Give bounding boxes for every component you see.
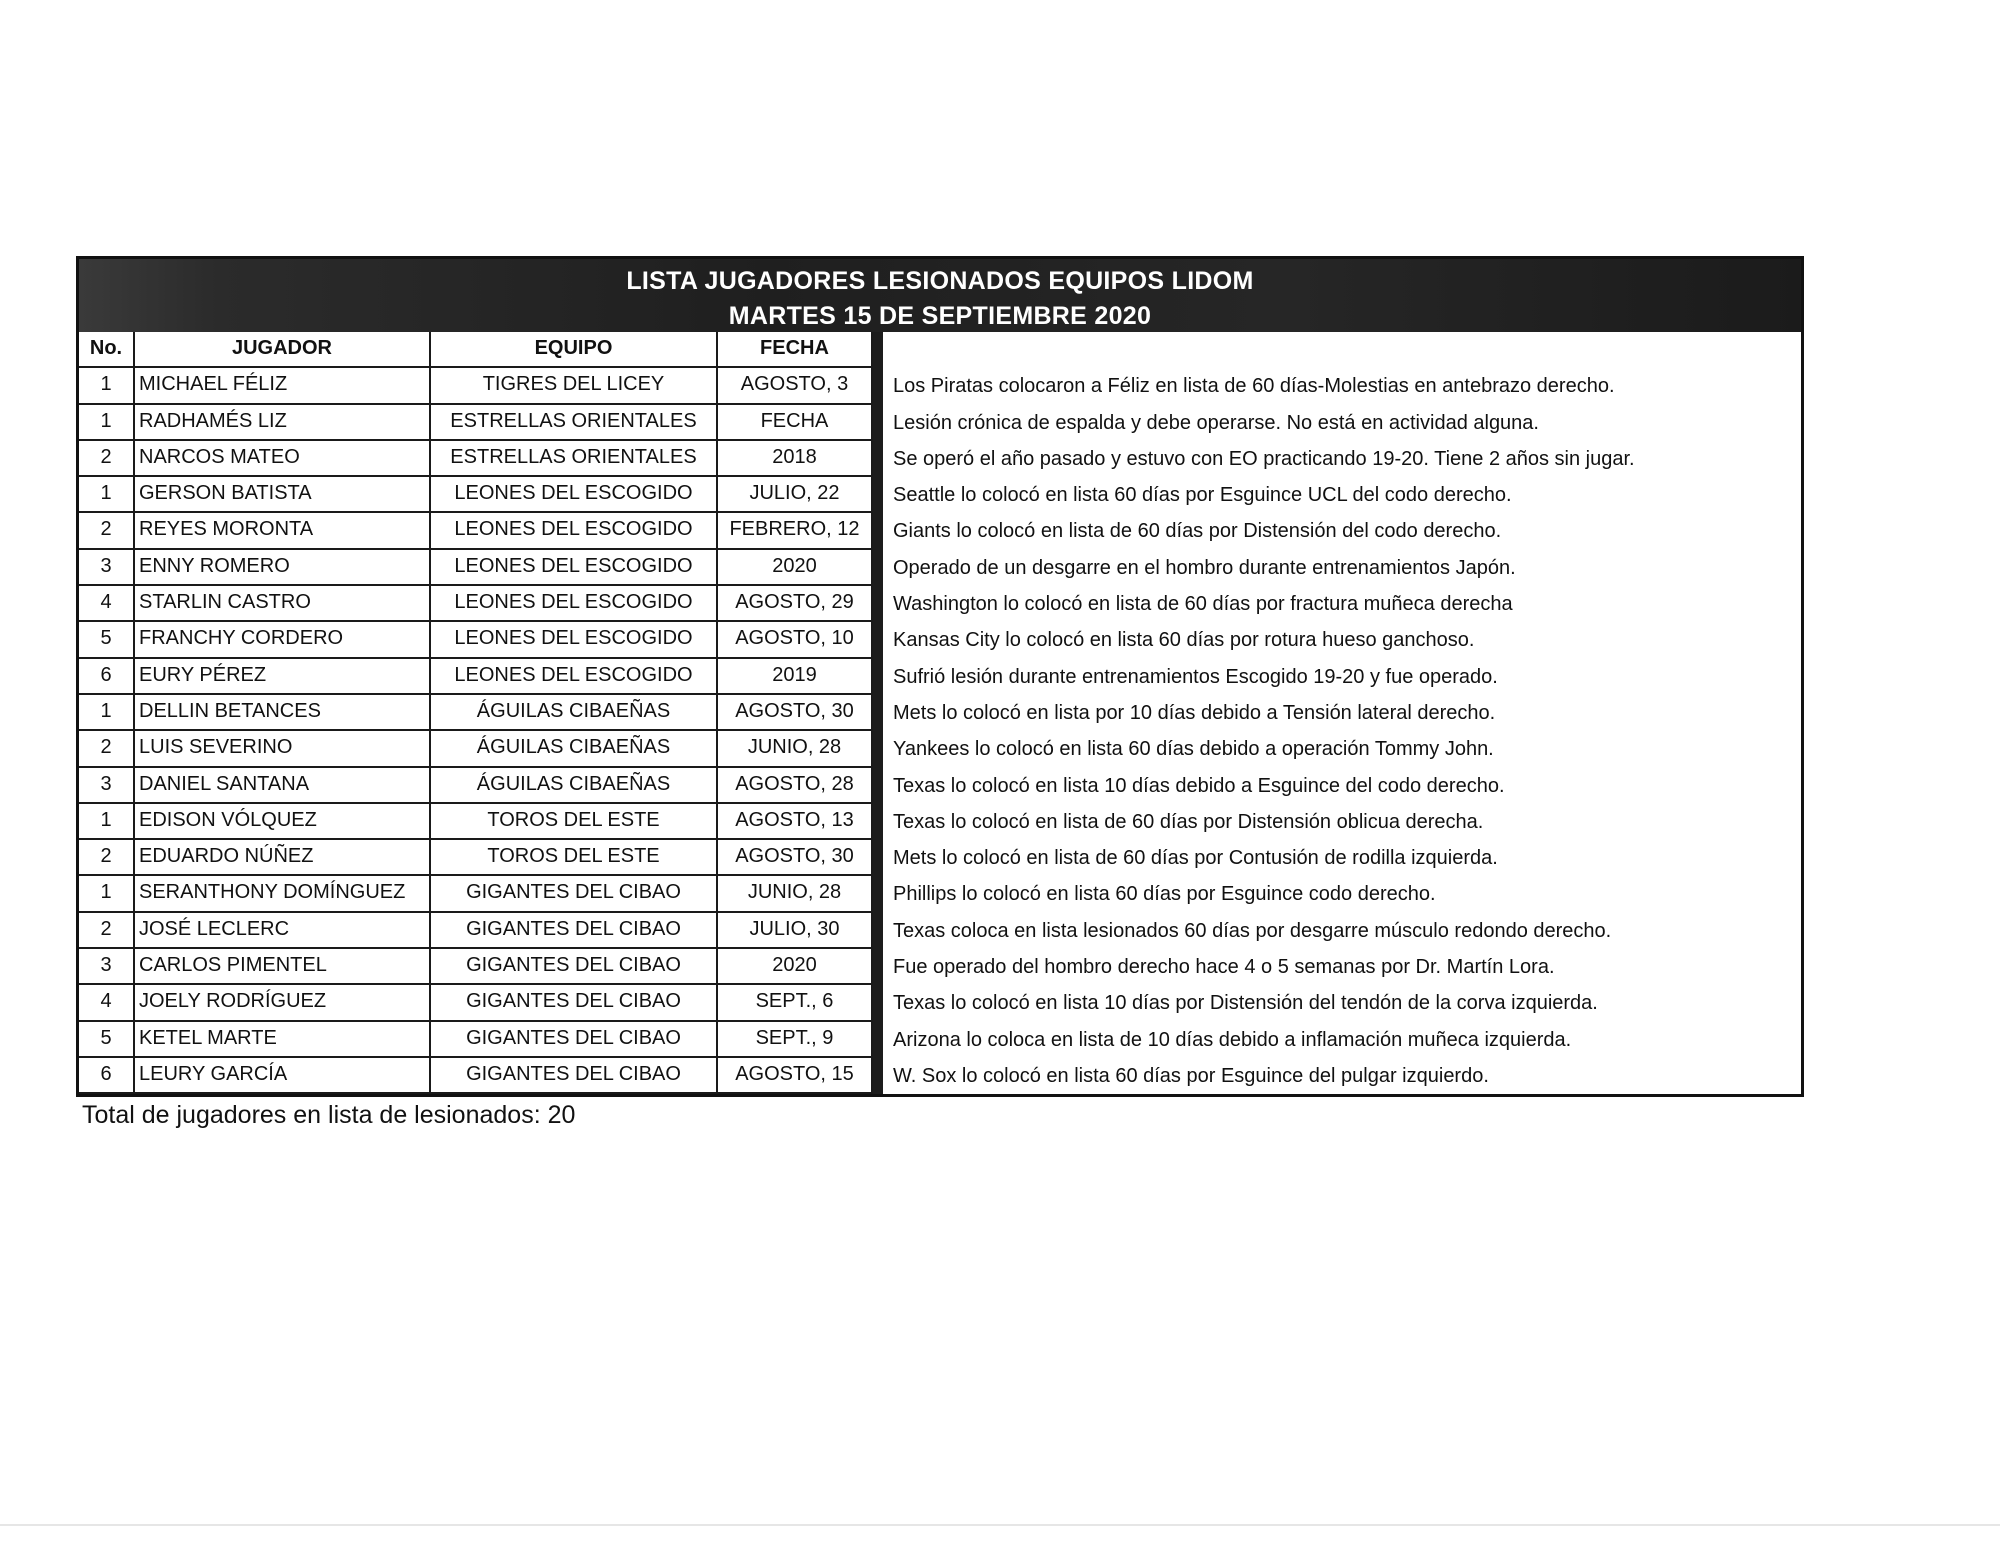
row-no: 1 <box>79 804 135 840</box>
row-no: 1 <box>79 477 135 513</box>
row-team: TIGRES DEL LICEY <box>431 368 718 404</box>
injury-table <box>76 332 1804 1097</box>
row-team: GIGANTES DEL CIBAO <box>431 1022 718 1058</box>
row-player: DANIEL SANTANA <box>135 768 431 804</box>
row-player: LUIS SEVERINO <box>135 731 431 767</box>
row-team: GIGANTES DEL CIBAO <box>431 913 718 949</box>
row-player: FRANCHY CORDERO <box>135 622 431 658</box>
header-note <box>873 332 1807 368</box>
row-player: DELLIN BETANCES <box>135 695 431 731</box>
row-note: Texas lo colocó en lista de 60 días por Distensión oblicua derecha. <box>873 804 1807 840</box>
row-player: EDUARDO NÚÑEZ <box>135 840 431 876</box>
row-no: 2 <box>79 913 135 949</box>
row-team: LEONES DEL ESCOGIDO <box>431 477 718 513</box>
row-note: Texas lo colocó en lista 10 días debido a Esguince del codo derecho. <box>873 768 1807 804</box>
row-player: STARLIN CASTRO <box>135 586 431 622</box>
row-note: Lesión crónica de espalda y debe operarse. No está en actividad alguna. <box>873 405 1807 441</box>
row-no: 5 <box>79 1022 135 1058</box>
row-player: SERANTHONY DOMÍNGUEZ <box>135 876 431 912</box>
row-no: 1 <box>79 368 135 404</box>
row-player: GERSON BATISTA <box>135 477 431 513</box>
header-team: EQUIPO <box>431 332 718 368</box>
row-note: Mets lo colocó en lista por 10 días debido a Tensión lateral derecho. <box>873 695 1807 731</box>
row-date: AGOSTO, 29 <box>718 586 873 622</box>
row-team: ÁGUILAS CIBAEÑAS <box>431 731 718 767</box>
header-player: JUGADOR <box>135 332 431 368</box>
title-line-2: MARTES 15 DE SEPTIEMBRE 2020 <box>728 302 1152 330</box>
row-team: TOROS DEL ESTE <box>431 804 718 840</box>
row-date: SEPT., 9 <box>718 1022 873 1058</box>
row-no: 5 <box>79 622 135 658</box>
row-no: 3 <box>79 550 135 586</box>
total-count: Total de jugadores en lista de lesionados: 20 <box>82 1101 576 1130</box>
row-date: 2018 <box>718 441 873 477</box>
row-team: ESTRELLAS ORIENTALES <box>431 441 718 477</box>
row-date: JUNIO, 28 <box>718 876 873 912</box>
row-no: 3 <box>79 949 135 985</box>
row-no: 2 <box>79 840 135 876</box>
row-player: ENNY ROMERO <box>135 550 431 586</box>
row-no: 2 <box>79 441 135 477</box>
row-team: LEONES DEL ESCOGIDO <box>431 513 718 549</box>
row-date: AGOSTO, 30 <box>718 840 873 876</box>
header-no: No. <box>79 332 135 368</box>
row-player: RADHAMÉS LIZ <box>135 405 431 441</box>
row-team: GIGANTES DEL CIBAO <box>431 876 718 912</box>
row-date: 2019 <box>718 659 873 695</box>
row-date: JULIO, 22 <box>718 477 873 513</box>
row-player: JOSÉ LECLERC <box>135 913 431 949</box>
row-date: AGOSTO, 15 <box>718 1058 873 1094</box>
row-date: SEPT., 6 <box>718 985 873 1021</box>
row-player: CARLOS PIMENTEL <box>135 949 431 985</box>
row-player: REYES MORONTA <box>135 513 431 549</box>
row-note: Sufrió lesión durante entrenamientos Escogido 19-20 y fue operado. <box>873 659 1807 695</box>
row-no: 1 <box>79 876 135 912</box>
row-team: LEONES DEL ESCOGIDO <box>431 659 718 695</box>
row-team: ÁGUILAS CIBAEÑAS <box>431 695 718 731</box>
row-date: AGOSTO, 30 <box>718 695 873 731</box>
title-bar <box>76 256 1804 332</box>
row-note: Se operó el año pasado y estuvo con EO practicando 19-20. Tiene 2 años sin jugar. <box>873 441 1807 477</box>
row-note: Los Piratas colocaron a Féliz en lista de 60 días-Molestias en antebrazo derecho. <box>873 368 1807 404</box>
row-player: MICHAEL FÉLIZ <box>135 368 431 404</box>
row-team: GIGANTES DEL CIBAO <box>431 985 718 1021</box>
row-player: KETEL MARTE <box>135 1022 431 1058</box>
title-line-1: LISTA JUGADORES LESIONADOS EQUIPOS LIDOM <box>626 267 1254 295</box>
row-player: EURY PÉREZ <box>135 659 431 695</box>
row-note: Seattle lo colocó en lista 60 días por Esguince UCL del codo derecho. <box>873 477 1807 513</box>
row-no: 2 <box>79 513 135 549</box>
row-note: Fue operado del hombro derecho hace 4 o 5 semanas por Dr. Martín Lora. <box>873 949 1807 985</box>
row-note: Operado de un desgarre en el hombro durante entrenamientos Japón. <box>873 550 1807 586</box>
injury-list-sheet <box>76 256 1804 1130</box>
row-date: 2020 <box>718 949 873 985</box>
row-no: 6 <box>79 659 135 695</box>
row-no: 4 <box>79 985 135 1021</box>
row-no: 1 <box>79 695 135 731</box>
row-team: ÁGUILAS CIBAEÑAS <box>431 768 718 804</box>
row-date: JULIO, 30 <box>718 913 873 949</box>
row-player: JOELY RODRÍGUEZ <box>135 985 431 1021</box>
row-note: Washington lo colocó en lista de 60 días por fractura muñeca derecha <box>873 586 1807 622</box>
row-note: Texas lo colocó en lista 10 días por Distensión del tendón de la corva izquierda. <box>873 985 1807 1021</box>
row-team: ESTRELLAS ORIENTALES <box>431 405 718 441</box>
row-date: AGOSTO, 3 <box>718 368 873 404</box>
row-player: NARCOS MATEO <box>135 441 431 477</box>
row-date: AGOSTO, 10 <box>718 622 873 658</box>
row-note: Phillips lo colocó en lista 60 días por Esguince codo derecho. <box>873 876 1807 912</box>
row-note: Yankees lo colocó en lista 60 días debido a operación Tommy John. <box>873 731 1807 767</box>
header-date: FECHA <box>718 332 873 368</box>
row-team: TOROS DEL ESTE <box>431 840 718 876</box>
row-player: EDISON VÓLQUEZ <box>135 804 431 840</box>
row-note: Arizona lo coloca en lista de 10 días debido a inflamación muñeca izquierda. <box>873 1022 1807 1058</box>
row-no: 1 <box>79 405 135 441</box>
row-team: LEONES DEL ESCOGIDO <box>431 622 718 658</box>
row-no: 3 <box>79 768 135 804</box>
row-team: GIGANTES DEL CIBAO <box>431 1058 718 1094</box>
row-date: FECHA <box>718 405 873 441</box>
row-date: JUNIO, 28 <box>718 731 873 767</box>
row-date: AGOSTO, 13 <box>718 804 873 840</box>
row-team: LEONES DEL ESCOGIDO <box>431 586 718 622</box>
row-date: 2020 <box>718 550 873 586</box>
row-team: GIGANTES DEL CIBAO <box>431 949 718 985</box>
row-no: 6 <box>79 1058 135 1094</box>
row-no: 2 <box>79 731 135 767</box>
row-note: Texas coloca en lista lesionados 60 días por desgarre músculo redondo derecho. <box>873 913 1807 949</box>
page-edge-divider <box>0 1524 2000 1526</box>
row-player: LEURY GARCÍA <box>135 1058 431 1094</box>
row-no: 4 <box>79 586 135 622</box>
row-date: FEBRERO, 12 <box>718 513 873 549</box>
row-note: Mets lo colocó en lista de 60 días por Contusión de rodilla izquierda. <box>873 840 1807 876</box>
row-team: LEONES DEL ESCOGIDO <box>431 550 718 586</box>
row-note: Giants lo colocó en lista de 60 días por Distensión del codo derecho. <box>873 513 1807 549</box>
row-note: W. Sox lo colocó en lista 60 días por Esguince del pulgar izquierdo. <box>873 1058 1807 1094</box>
row-note: Kansas City lo colocó en lista 60 días por rotura hueso ganchoso. <box>873 622 1807 658</box>
row-date: AGOSTO, 28 <box>718 768 873 804</box>
